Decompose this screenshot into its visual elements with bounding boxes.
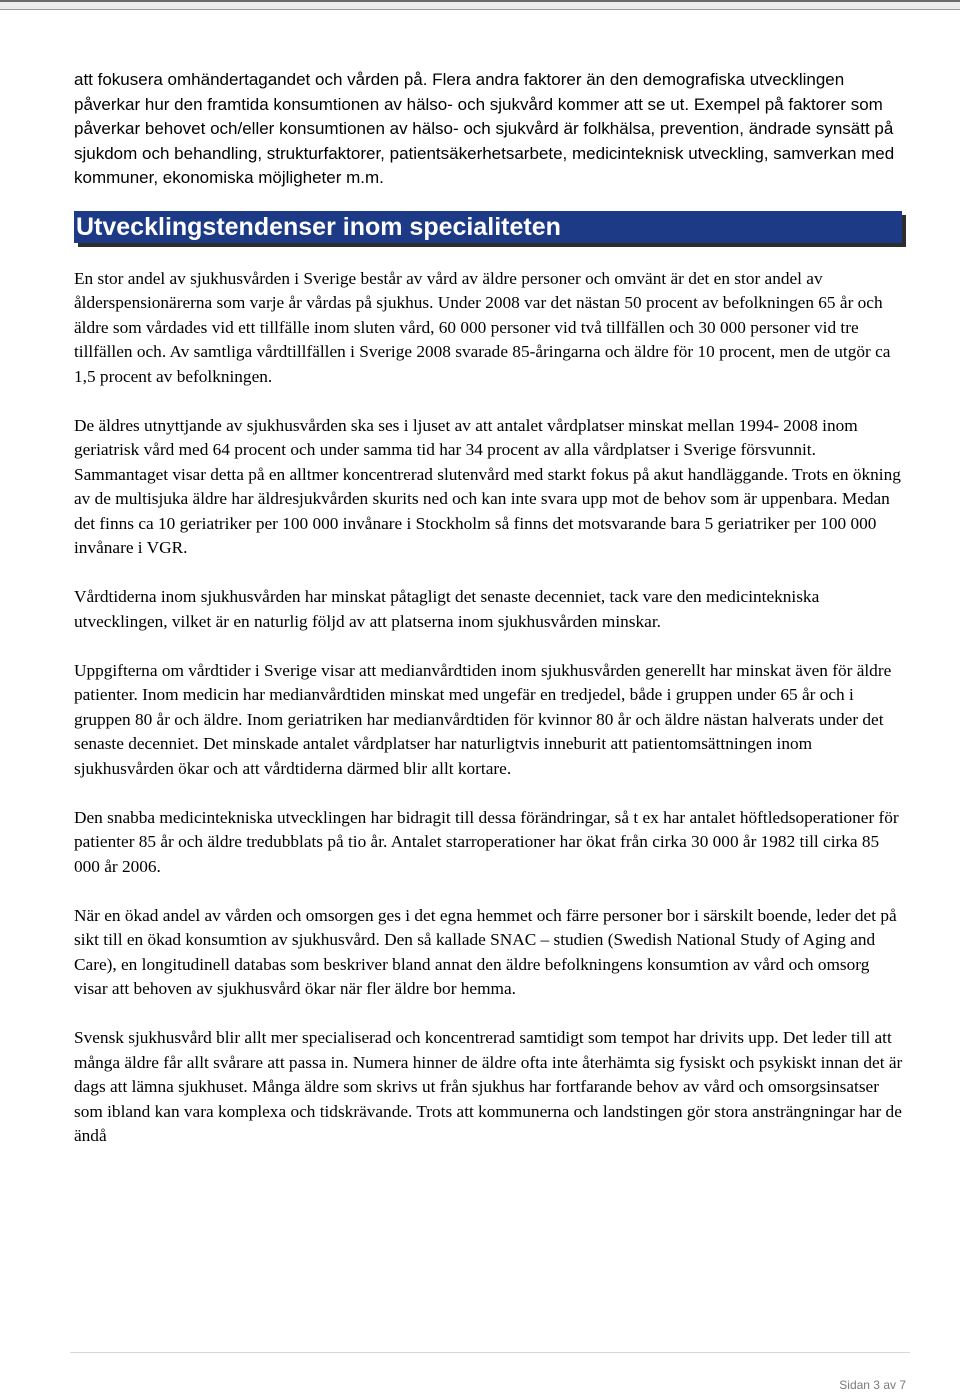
body-paragraph-2: De äldres utnyttjande av sjukhusvården ska ses i ljuset av att antalet vårdplatser minskat mellan 1994- 2008 inom geriatrisk vård med 64 procent och under samma tid har 34 procent av alla vårdplatser i Sverige försvunnit. Sammantaget visar detta på en alltmer koncentrerad slutenvård med starkt fokus på akut handläggande. Trots en ökning av de multisjuka äldre har äldresjukvården skurits ned och kan inte svara upp mot de behov som är uppenbara. Medan det finns ca 10 geriatriker per 100 000 invånare i Stockholm så finns det motsvarande bara 5 geriatriker per 100 000 invånare i VGR. bbox=[74, 415, 901, 558]
footer-divider bbox=[70, 1352, 910, 1353]
body-paragraph-6: När en ökad andel av vården och omsorgen ges i det egna hemmet och färre personer bor i särskilt boende, leder det på sikt till en ökad konsumtion av sjukhusvård. Den så kallade SNAC – studien (Swedish National Study of Aging and Care), en longitudinell databas som beskriver bland annat den äldre befolkningens konsumtion av vård och omsorg visar att behoven av sjukhusvård ökar när fler äldre bor hemma. bbox=[74, 905, 897, 999]
intro-paragraph: att fokusera omhändertagandet och vården på. Flera andra faktorer än den demografiska utvecklingen påverkar hur den framtida konsumtionen av hälso- och sjukvård kommer att se ut. Exempel på faktorer som påverkar behovet och/eller konsumtionen av hälso- och sjukvård är folkhälsa, prevention, ändrade synsätt på sjukdom och behandling, strukturfaktorer, patientsäkerhetsarbete, medicinteknisk utveckling, samverkan med kommuner, ekonomiska möjligheter m.m. bbox=[74, 70, 895, 188]
body-paragraph-5: Den snabba medicintekniska utvecklingen har bidragit till dessa förändringar, så t ex har antalet höftledsoperationer för patienter 85 år och äldre tredubblats på tio år. Antalet starroperationer har ökat från cirka 30 000 år 1982 till cirka 85 000 år 2006. bbox=[74, 807, 899, 876]
section-heading bbox=[74, 211, 904, 249]
page-content bbox=[74, 68, 904, 1173]
body-paragraph-7: Svensk sjukhusvård blir allt mer specialiserad och koncentrerad samtidigt som tempot har drivits upp. Det leder till att många äldre får allt svårare att passa in. Numera hinner de äldre ofta inte återhämta sig fysiskt och psykiskt innan det är dags att lämna sjukhuset. Många äldre som skrivs ut från sjukhus har fortfarande behov av vård och omsorgsinsatser som ibland kan vara komplexa och tidskrävande. Trots att kommunerna och landstingen gör stora ansträngningar har de ändå bbox=[74, 1028, 903, 1146]
page-top-border bbox=[0, 0, 960, 10]
body-paragraph-3: Vårdtiderna inom sjukhusvården har minskat påtagligt det senaste decenniet, tack vare den medicintekniska utvecklingen, vilket är en naturlig följd av att platserna inom sjukhusvården minskar. bbox=[74, 587, 820, 631]
body-paragraph-1: En stor andel av sjukhusvården i Sverige består av vård av äldre personer och omvänt är det en stor andel av ålderspensionärerna som varje år vårdas på sjukhus. Under 2008 var det nästan 50 procent av befolkningen 65 år och äldre som vårdades vid ett tillfälle inom sluten vård, 60 000 personer vid två tillfällen och 30 000 personer vid tre tillfällen och. Av samtliga vårdtillfällen i Sverige 2008 svarade 85-åringarna och äldre för 10 procent, men de utgör ca 1,5 procent av befolkningen. bbox=[74, 268, 891, 386]
page-number-footer: Sidan 3 av 7 bbox=[839, 1378, 906, 1392]
section-heading-title: Utvecklingstendenser inom specialiteten bbox=[76, 212, 561, 241]
body-paragraph-4: Uppgifterna om vårdtider i Sverige visar att medianvårdtiden inom sjukhusvården generellt har minskat även för äldre patienter. Inom medicin har medianvårdtiden minskat med ungefär en tredjedel, både i gruppen under 65 år och i gruppen 80 år och äldre. Inom geriatriken har medianvårdtiden för kvinnor 80 år och äldre nästan halverats under det senaste decenniet. Det minskade antalet vårdplatser har naturligtvis inneburit att patientomsättningen inom sjukhusvården ökar och att vårdtiderna därmed blir allt kortare. bbox=[74, 660, 892, 778]
